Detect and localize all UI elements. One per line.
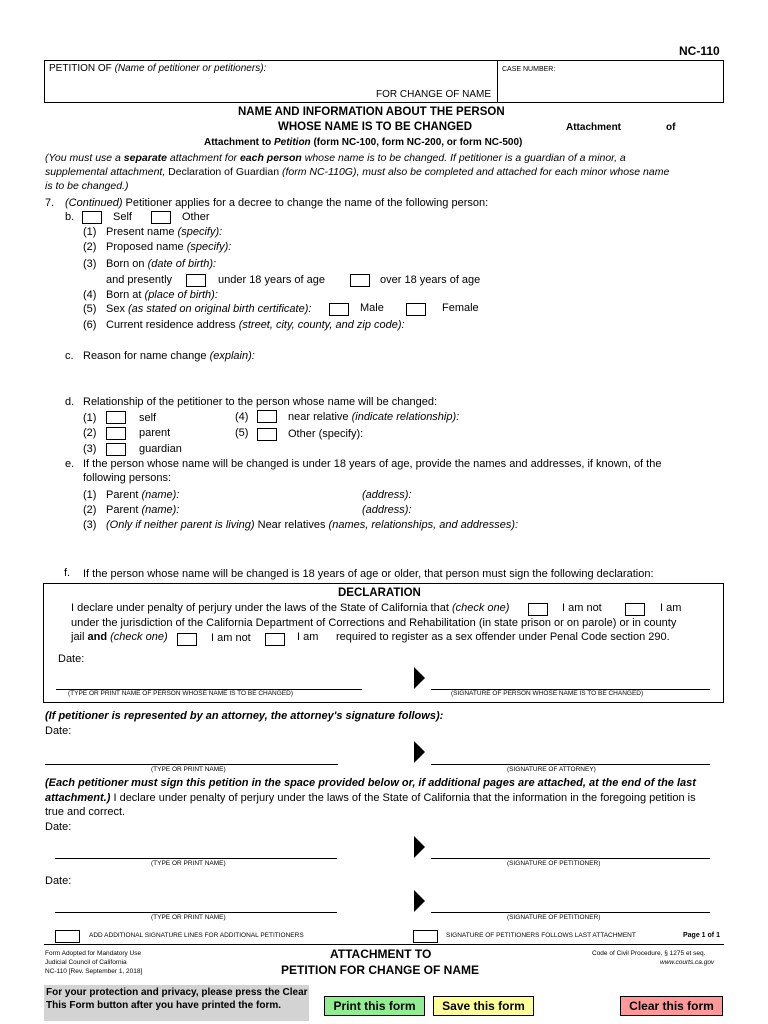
declaration-box [43,583,724,703]
declaration-sig-label: (SIGNATURE OF PERSON WHOSE NAME IS TO BE CHANGED) [451,690,644,697]
petitioner-note2: attachment.) I declare under penalty of perjury under the laws of the State of California that the information in the foregoing petition is [45,792,696,804]
female-label: Female [442,302,479,314]
petitioner1-date-label: Date: [45,821,72,833]
item-e-label: e. [65,458,75,470]
rel-other-checkbox[interactable] [257,428,277,441]
petitioner-note3: true and correct. [45,806,126,818]
b6-number: (6) [83,319,97,331]
born-on-label: Born on (date of birth): [106,258,217,270]
attorney-print-label: (TYPE OR PRINT NAME) [151,766,226,773]
self-label: Self [113,211,132,223]
rel-guardian-checkbox[interactable] [106,443,126,456]
petitioner1-print-label: (TYPE OR PRINT NAME) [151,860,226,867]
petitioner2-sig-label: (SIGNATURE OF PETITIONER) [507,914,601,921]
attorney-note: (If petitioner is represented by an attorney, the attorney's signature follows): [45,710,444,722]
petitioner1-sig-label: (SIGNATURE OF PETITIONER) [507,860,601,867]
print-button[interactable]: Print this form [324,996,425,1016]
declaration-line1: I declare under penalty of perjury under the laws of the State of California that (check one) [71,602,510,614]
present-name-label: Present name (specify): [106,226,223,238]
declaration-print-label: (TYPE OR PRINT NAME OF PERSON WHOSE NAME IS TO BE CHANGED) [68,690,294,697]
petitioner2-date-label: Date: [45,875,72,887]
b5-number: (5) [83,303,97,315]
rel-parent-checkbox[interactable] [106,427,126,440]
near-relatives-label: (Only if neither parent is living) Near relatives (names, relationships, and addresses): [106,519,519,531]
over18-checkbox[interactable] [350,274,370,287]
b2-number: (2) [83,241,97,253]
instructions-line1: (You must use a separate attachment for each person whose name is to be changed. If petitioner is a guardian of a minor, a [45,152,626,164]
attorney-signature-line[interactable] [431,764,710,765]
sex-offender-am-checkbox[interactable] [265,633,285,646]
cdcr-am-not-checkbox[interactable] [528,603,548,616]
sign-here-arrow-icon [414,836,425,858]
sex-offender-am-not-checkbox[interactable] [177,633,197,646]
signature-follows-checkbox[interactable] [413,930,438,943]
petitioner1-name-line[interactable] [55,858,337,859]
petitioner1-signature-line[interactable] [431,858,710,859]
parent1-name-label: Parent (name): [106,489,180,501]
footer-url: www.courts.ca.gov [660,959,715,966]
instructions-line3: is to be changed.) [45,180,129,192]
item-b-label: b. [65,211,75,223]
proposed-name-label: Proposed name (specify): [106,241,232,253]
rel-self-checkbox[interactable] [106,411,126,424]
parent2-address-label: (address): [362,504,412,516]
item-e-text1: If the person whose name will be changed is under 18 years of age, provide the names and addresses, if known, of the [83,458,662,470]
sign-here-arrow-icon [414,890,425,912]
d4-number: (4) [235,411,249,423]
born-at-label: Born at (place of birth): [106,289,218,301]
presently-label: and presently [106,274,173,286]
declaration-line3: jail and (check one) [71,631,168,643]
e2-number: (2) [83,504,97,516]
footer-adopted2: Judicial Council of California [45,959,127,966]
cdcr-am-checkbox[interactable] [625,603,645,616]
footer-adopted1: Form Adopted for Mandatory Use [45,950,142,957]
privacy-line1: For your protection and privacy, please press the Clear [46,987,308,998]
footer-adopted3: NC-110 [Rev. September 1, 2018] [45,968,143,975]
item7-number: 7. [45,197,55,209]
add-signature-lines-button[interactable] [55,930,80,943]
near-relative-checkbox[interactable] [257,410,277,423]
other-checkbox[interactable] [151,211,171,224]
title-line1: NAME AND INFORMATION ABOUT THE PERSON [238,106,505,118]
under18-checkbox[interactable] [186,274,206,287]
declaration-title: DECLARATION [338,587,421,599]
clear-button[interactable]: Clear this form [620,996,723,1016]
female-checkbox[interactable] [406,303,426,316]
cdcr-am-not-label: I am not [562,602,602,614]
item-f-text: If the person whose name will be changed is 18 years of age or older, that person must sign the following declaration: [83,568,654,580]
self-checkbox[interactable] [82,211,102,224]
d1-number: (1) [83,412,97,424]
cdcr-am-label: I am [660,602,682,614]
rel-parent-label: parent [139,427,171,439]
page-number: Page 1 of 1 [683,932,720,939]
add-lines-label: ADD ADDITIONAL SIGNATURE LINES FOR ADDITIONAL PETITIONERS [89,932,304,939]
attachment-label: Attachment [566,122,622,133]
e3-number: (3) [83,519,97,531]
e1-number: (1) [83,489,97,501]
save-button[interactable]: Save this form [433,996,534,1016]
form-number: NC-110 [679,44,720,58]
footer-title1: ATTACHMENT TO [330,947,432,961]
item7-text: (Continued) Petitioner applies for a decree to change the name of the following person: [65,197,489,209]
over18-label: over 18 years of age [380,274,481,286]
sex-offender-am-not-label: I am not [211,632,251,644]
rel-other-label: Other (specify): [288,428,364,440]
attachment-to: Attachment to Petition (form NC-100, form NC-200, or form NC-500) [204,137,523,148]
b3-number: (3) [83,258,97,270]
d2-number: (2) [83,427,97,439]
petitioner2-print-label: (TYPE OR PRINT NAME) [151,914,226,921]
d5-number: (5) [235,427,249,439]
privacy-notice [44,985,309,1021]
of-label: of [666,122,676,133]
residence-label: Current residence address (street, city, county, and zip code): [106,319,405,331]
footer-title2: PETITION FOR CHANGE OF NAME [281,963,479,977]
privacy-line2: This Form button after you have printed the form. [46,1000,282,1011]
sex-offender-am-label: I am [297,631,319,643]
for-change-label: FOR CHANGE OF NAME [376,89,492,100]
rel-guardian-label: guardian [139,443,182,455]
parent2-name-label: Parent (name): [106,504,180,516]
declaration-line2: under the jurisdiction of the California Department of Corrections and Rehabilitation (in state prison or on parole) or in county [71,617,677,629]
under18-label: under 18 years of age [218,274,326,286]
follows-label: SIGNATURE OF PETITIONERS FOLLOWS LAST ATTACHMENT [446,932,636,939]
petition-of-label: PETITION OF (Name of petitioner or petitioners): [49,63,267,74]
male-label: Male [360,302,384,314]
sign-here-arrow-icon [414,741,425,763]
d3-number: (3) [83,443,97,455]
title-line2: WHOSE NAME IS TO BE CHANGED [278,121,473,133]
sign-here-arrow-icon [414,667,425,689]
petitioner2-name-line[interactable] [55,912,337,913]
item-e-text2: following persons: [83,472,172,484]
attorney-date-label: Date: [45,725,72,737]
case-number-label: CASE NUMBER: [502,66,556,73]
b4-number: (4) [83,289,97,301]
relationship-label: Relationship of the petitioner to the person whose name will be changed: [83,396,438,408]
instructions-line2: supplemental attachment, Declaration of Guardian (form NC-110G), must also be completed and attached for each minor whose name [45,166,670,178]
petitioner2-signature-line[interactable] [431,912,710,913]
item-c-label: c. [65,350,74,362]
declaration-date-label: Date: [58,653,85,665]
declaration-line3-end: required to register as a sex offender under Penal Code section 290. [336,631,670,643]
near-relative-label: near relative (indicate relationship): [288,411,460,423]
b1-number: (1) [83,226,97,238]
parent1-address-label: (address): [362,489,412,501]
attorney-sig-label: (SIGNATURE OF ATTORNEY) [507,766,596,773]
footer-code: Code of Civil Procedure, § 1275 et seq. [592,950,706,957]
sex-label: Sex (as stated on original birth certificate): [106,303,312,315]
petitioner-note1: (Each petitioner must sign this petition in the space provided below or, if additional pages are attached, at the end of the last [45,777,696,789]
item-f-label: f. [64,567,71,579]
rel-self-label: self [139,412,157,424]
attorney-name-line[interactable] [45,764,338,765]
other-label: Other [182,211,210,223]
reason-label: Reason for name change (explain): [83,350,255,362]
male-checkbox[interactable] [329,303,349,316]
item-d-label: d. [65,396,75,408]
